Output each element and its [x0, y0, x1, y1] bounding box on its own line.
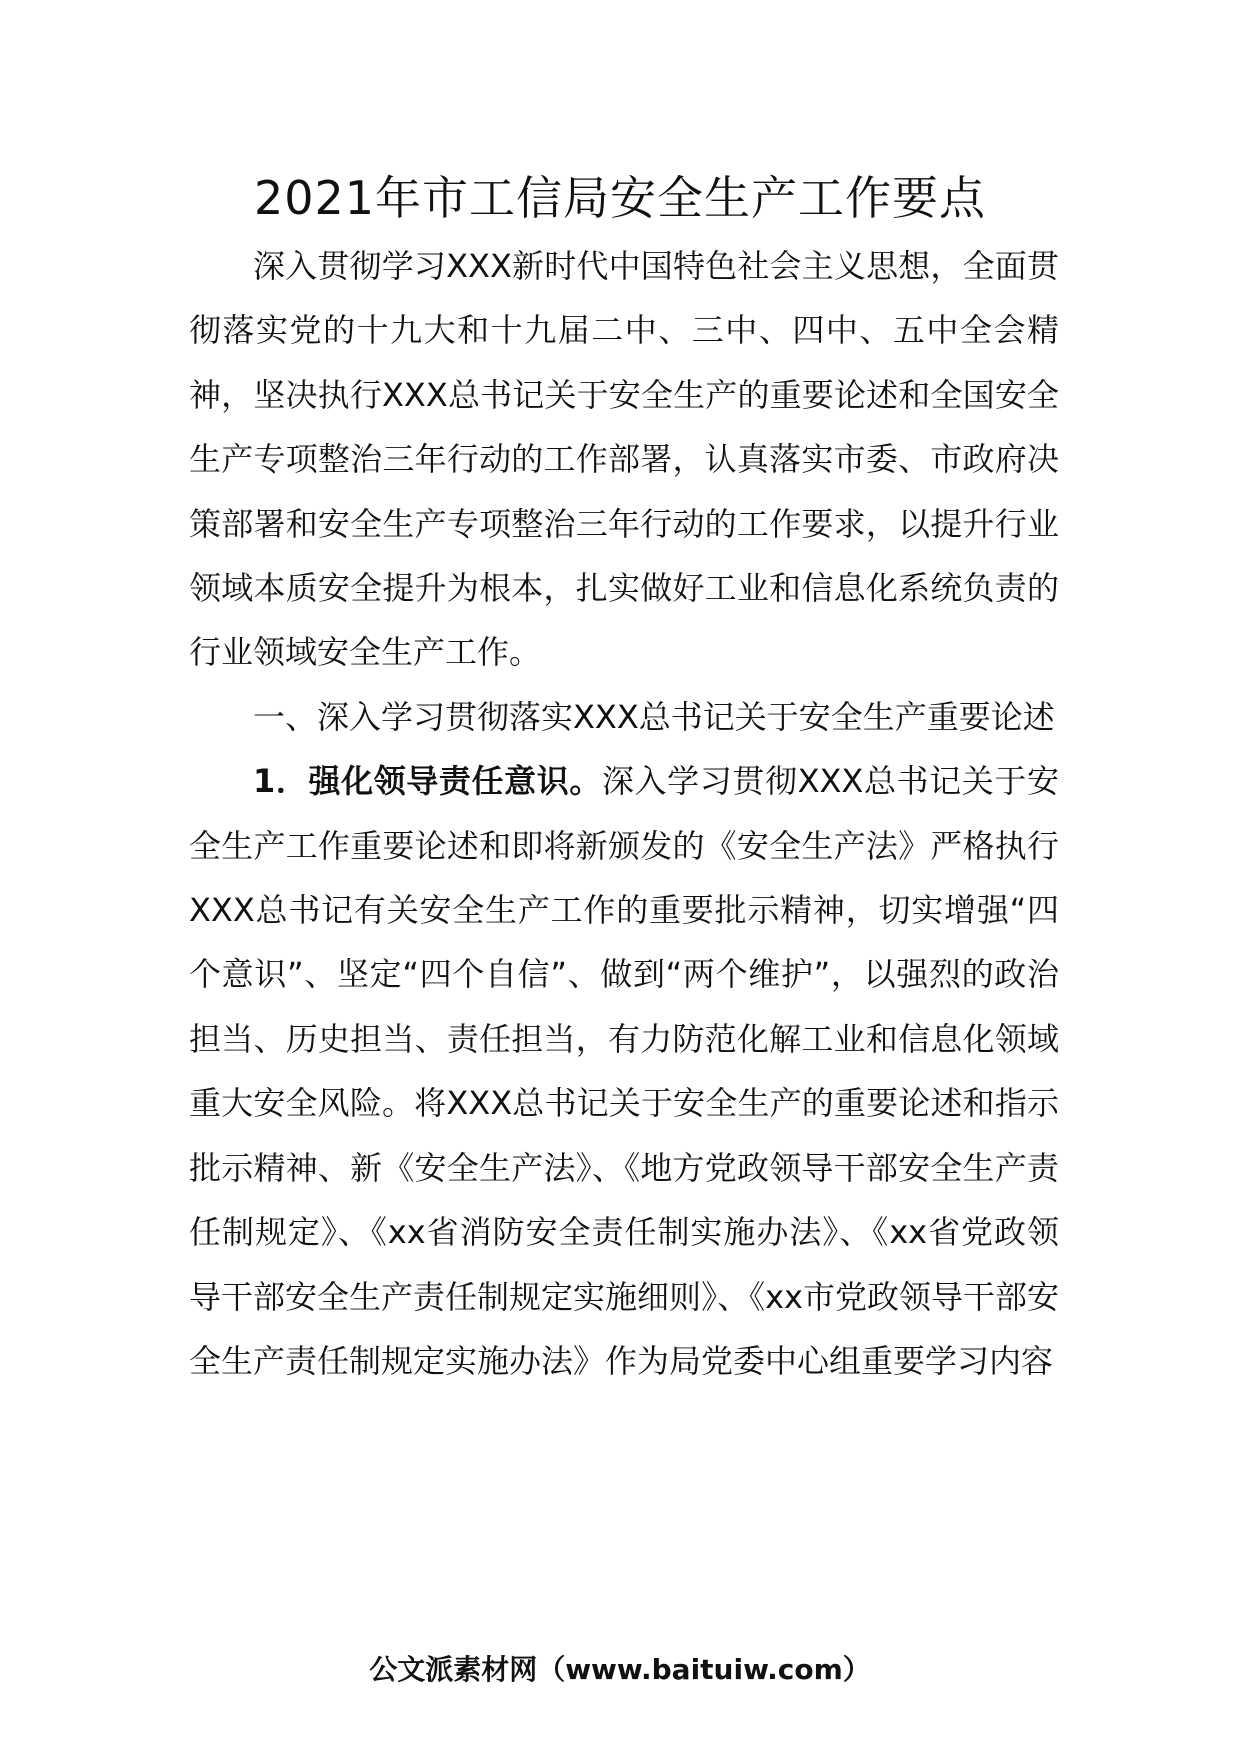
- footer-watermark: 公文派素材网（www.baituiw.com）: [369, 1653, 871, 1686]
- intro-paragraph: 深入贯彻学习XXX新时代中国特色社会主义思想，全面贯彻落实党的十九大和十九届二中、三中、四中、五中全会精神，坚决执行XXX总书记关于安全生产的重要论述和全国安全生产专项整治三年行动的工作部署，认真落实市委、市政府决策部署和安全生产专项整治三年行动的工作要求，以提升行业领域本质安全提升为根本，扎实做好工业和信息化系统负责的行业领域安全生产工作。: [189, 247, 1059, 672]
- document-title: 2021年市工信局安全生产工作要点: [253, 171, 987, 225]
- item-text: 深入学习贯彻XXX总书记关于安全生产工作重要论述和即将新颁发的《安全生产法》严格执行XXX总书记有关安全生产工作的重要批示精神，切实增强“四个意识”、坚定“四个自信”、做到“两个维护”，以强烈的政治担当、历史担当、责任担当，有力防范化解工业和信息化领域重大安全风险。将XXX总书记关于安全生产的重要论述和指示批示精神、新《安全生产法》、《地方党政领导干部安全生产责任制规定》、《xx省消防安全责任制实施办法》、《xx省党政领导干部安全生产责任制规定实施细则》、《xx市党政领导干部安全生产责任制规定实施办法》作为局党委中心组重要学习内容: [189, 762, 1059, 1380]
- item-lead: 1．强化领导责任意识。: [253, 762, 602, 801]
- document-body: [189, 234, 1059, 1393]
- section-heading: 一、深入学习贯彻落实XXX总书记关于安全生产重要论述: [253, 697, 1055, 736]
- item-paragraph: [189, 749, 1059, 1393]
